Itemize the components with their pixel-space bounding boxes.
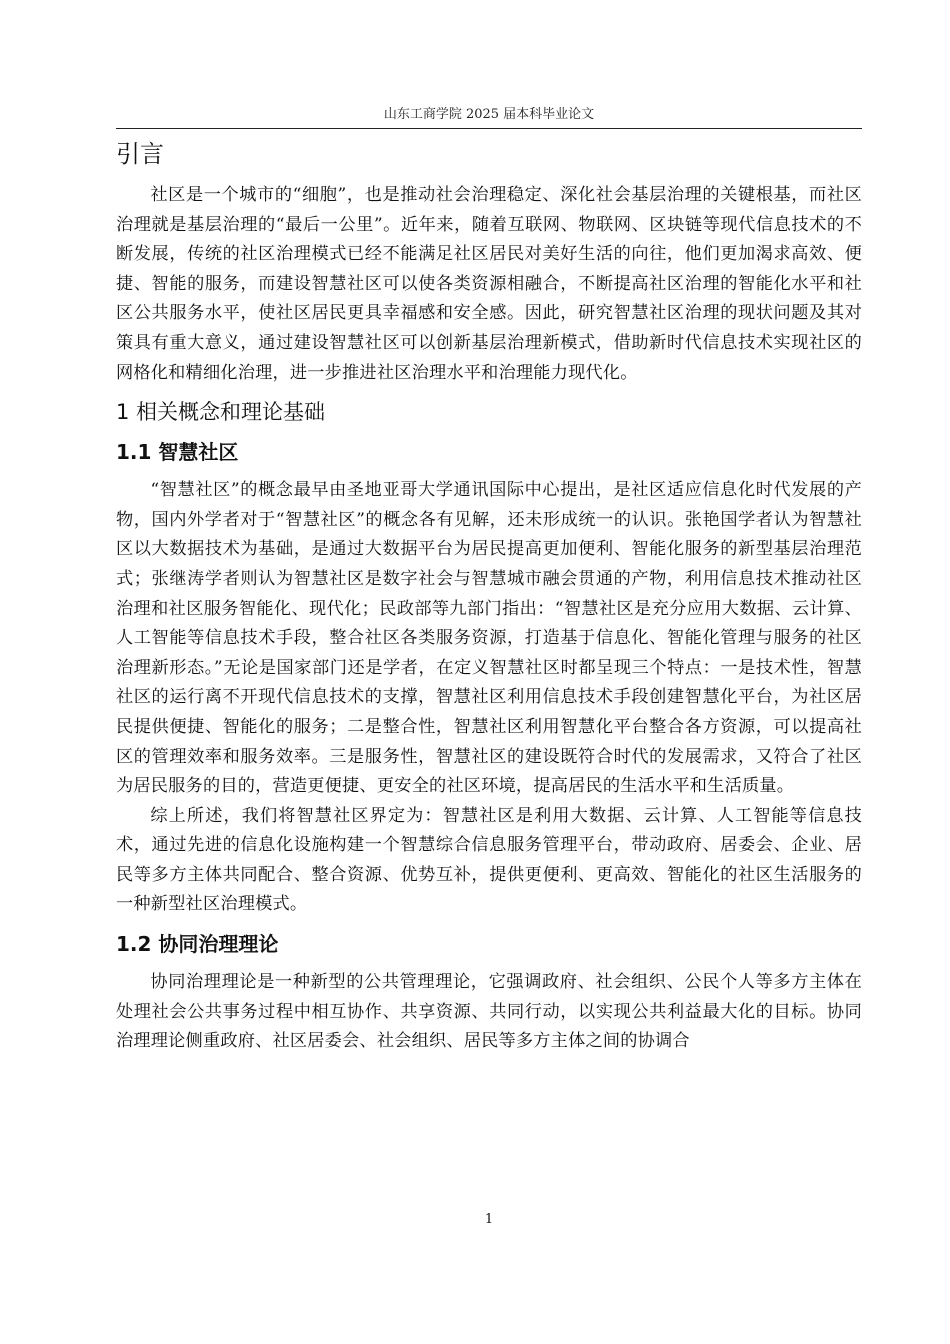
header-rule [116,128,862,129]
page-number: 1 [484,1212,494,1227]
running-header: 山东工商学院 2025 届本科毕业论文 [383,107,595,122]
section-1-2-heading: 1.2 协同治理理论 [116,932,279,957]
section-1-2-paragraph-1: 协同治理理论是一种新型的公共管理理论，它强调政府、社会组织、公民个人等多方主体在处理社会公共事务过程中相互协作、共享资源、共同行动，以实现公共利益最大化的目标。协同治理理论侧重政府、社区居委会、社会组织、居民等多方主体之间的协调合 [116,972,862,1052]
chapter-1-heading: 1 相关概念和理论基础 [116,400,326,425]
section-1-1-paragraph-1: “智慧社区”的概念最早由圣地亚哥大学通讯国际中心提出，是社区适应信息化时代发展的产物，国内外学者对于“智慧社区”的概念各有见解，还未形成统一的认识。张艳国学者认为智慧社区以大数据技术为基础，是通过大数据平台为居民提高更加便利、智能化服务的新型基层治理范式；张继涛学者则认为智慧社区是数字社会与智慧城市融会贯通的产物，利用信息技术推动社区治理和社区服务智能化、现代化；民政部等九部门指出：“智慧社区是充分应用大数据、云计算、人工智能等信息技术手段，整合社区各类服务资源，打造基于信息化、智能化管理与服务的社区治理新形态。”无论是国家部门还是学者，在定义智慧社区时都呈现三个特点：一是技术性，智慧社区的运行离不开现代信息技术的支撑，智慧社区利用信息技术手段创建智慧化平台，为社区居民提供便捷、智能化的服务；二是整合性，智慧社区利用智慧化平台整合各方资源，可以提高社区的管理效率和服务效率。三是服务性，智慧社区的建设既符合时代的发展需求，又符合了社区为居民服务的目的，营造更便捷、更安全的社区环境，提高居民的生活水平和生活质量。 [116,480,862,797]
intro-paragraph: 社区是一个城市的“细胞”，也是推动社会治理稳定、深化社会基层治理的关键根基，而社区治理就是基层治理的“最后一公里”。近年来，随着互联网、物联网、区块链等现代信息技术的不断发展，传统的社区治理模式已经不能满足社区居民对美好生活的向往，他们更加渴求高效、便捷、智能的服务，而建设智慧社区可以使各类资源相融合，不断提高社区治理的智能化水平和社区公共服务水平，使社区居民更具幸福感和安全感。因此，研究智慧社区治理的现状问题及其对策具有重大意义，通过建设智慧社区可以创新基层治理新模式，借助新时代信息技术实现社区的网格化和精细化治理，进一步推进社区治理水平和治理能力现代化。 [116,185,862,383]
section-1-1-heading: 1.1 智慧社区 [116,440,239,465]
body-content [116,135,862,1057]
section-1-1-paragraph-2: 综上所述，我们将智慧社区界定为：智慧社区是利用大数据、云计算、人工智能等信息技术，通过先进的信息化设施构建一个智慧综合信息服务管理平台，带动政府、居委会、企业、居民等多方主体共同配合、整合资源、优势互补，提供更便利、更高效、智能化的社区生活服务的一种新型社区治理模式。 [116,805,862,915]
intro-heading: 引言 [116,140,164,168]
